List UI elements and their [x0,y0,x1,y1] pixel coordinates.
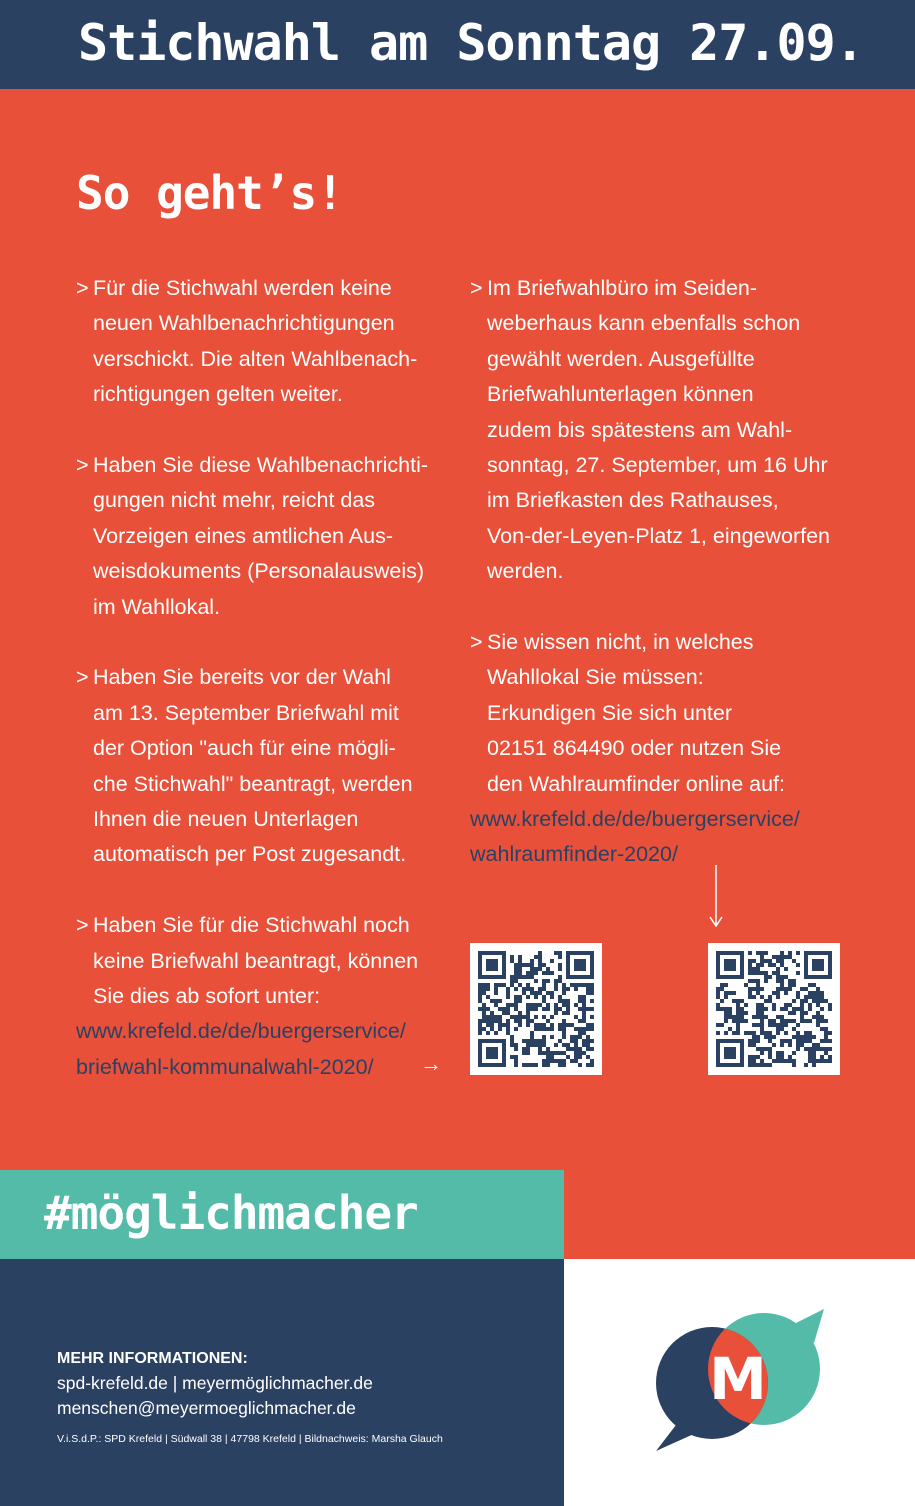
footer-websites[interactable]: spd-krefeld.de | meyermöglichmacher.de [57,1373,373,1393]
footer [0,1259,564,1506]
bullet-mark: > [470,630,483,655]
list-item [76,660,456,872]
list-item-text: Für die Stichwahl werden keine neuen Wahlbenachrichtigungen verschickt. Die alten Wahlbenach- richtigungen gelten weiter. [93,276,418,407]
list-item-text: Haben Sie bereits vor der Wahl am 13. September Briefwahl mit der Option "auch für eine mögli- che Stichwahl" beantragt, werden Ihnen die neuen Unterlagen automatisch per Post zugesandt. [93,665,413,867]
list-item [470,625,860,873]
arrow-right-icon: → [420,1051,442,1076]
bullet-mark: > [76,276,89,300]
arrow-down-icon [708,865,724,929]
list-item-text: Im Briefwahlbüro im Seiden- weberhaus kann ebenfalls schon gewählt werden. Ausgefüllte Briefwahlunterlagen können zudem bis spätestens am Wahl- sonntag, 27. September, um 16 Uhr im Briefkasten des Rathauses, Von-der-Leyen-Platz 1, eingeworfen werden. [487,276,831,584]
footer-heading: MEHR INFORMATIONEN: [57,1350,248,1367]
qr-code-briefwahl[interactable] [470,943,602,1075]
left-column [76,271,456,1085]
page-title: Stichwahl am Sonntag 27.09. [78,14,864,72]
speech-bubble-logo-icon [646,1303,832,1455]
bullet-mark: > [76,665,89,690]
logo-area [564,1259,915,1506]
list-item-text: Haben Sie für die Stichwahl noch keine Briefwahl beantragt, können Sie dies ab sofort unter: [93,913,419,1009]
briefwahl-link[interactable]: www.krefeld.de/de/buergerservice/ briefwahl-kommunalwahl-2020/ [76,1019,406,1079]
headline: So geht’s! [76,166,343,220]
list-item [470,271,860,590]
right-column [470,271,860,873]
bullet-mark: > [76,453,89,478]
qr-code-icon [716,951,832,1067]
list-item [76,908,456,1085]
list-item-text: Haben Sie diese Wahlbenachrichti- gungen nicht mehr, reicht das Vorzeigen eines amtlichen Aus- weisdokuments (Personalausweis) im Wahllokal. [93,453,429,619]
wahlraumfinder-link[interactable]: www.krefeld.de/de/buergerservice/ wahlraumfinder-2020/ [470,807,800,867]
qr-code-wahlraumfinder[interactable] [708,943,840,1075]
list-item-text: Sie wissen nicht, in welches Wahllokal Sie müssen: Erkundigen Sie sich unter 02151 864490 oder nutzen Sie den Wahlraumfinder online auf: [487,630,785,796]
header-bar [0,0,915,89]
logo-letter: M [709,1345,767,1413]
footer-imprint: V.i.S.d.P.: SPD Krefeld | Südwall 38 | 47798 Krefeld | Bildnachweis: Marsha Glauch [57,1433,443,1445]
bullet-mark: > [470,276,483,300]
hashtag-bar [0,1170,564,1259]
footer-email[interactable]: menschen@meyermoeglichmacher.de [57,1398,356,1418]
hashtag: #möglichmacher [44,1186,418,1240]
qr-code-icon [478,951,594,1067]
list-item [76,271,456,413]
list-item [76,448,456,625]
bullet-mark: > [76,913,89,938]
